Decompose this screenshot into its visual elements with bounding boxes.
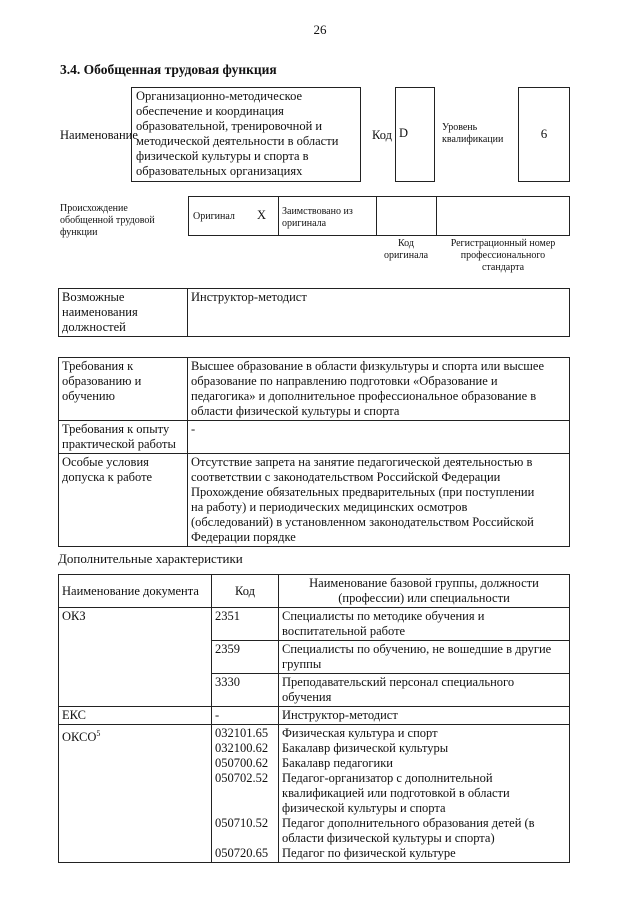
okso-doc: ОКСО$^5$ [59,725,212,863]
okz-name: Специалисты по методике обучения и воспитательной работе [279,608,570,641]
col-doc-header: Наименование документа [59,575,212,608]
page-number: 26 [313,22,327,37]
education-value: Высшее образование в области физкультуры и спорта или высшее образование по направлению подготовки «Образование и педагогика» и дополнительное профессиональное образование в области физической культуры и спорта [188,358,570,421]
okso-codes: 032101.65 032100.62 050700.62 050702.52 050710.52 050720.65 [212,725,279,863]
eks-name: Инструктор-методист [279,707,570,725]
eks-doc: ЕКС [59,707,212,725]
okz-code: 2359 [212,641,279,674]
additional-table [58,574,570,863]
okz-name: Преподавательский персонал специального обучения [279,674,570,707]
okz-code: 2351 [212,608,279,641]
eks-code: - [212,707,279,725]
origin-table [188,196,570,236]
code-caption: Код оригинала [383,238,429,261]
admission-value: Отсутствие запрета на занятие педагогической деятельностью в соответствии с законодательством Российской Федерации Прохождение обязательных предварительных (при поступлении на работу) и периодических медицинских осмотров (обследований) в установленном законодательством Российской Федерации порядке [188,454,570,547]
positions-value: Инструктор-методист [188,289,570,337]
original-label: Оригинал [193,211,235,222]
requirements-table [58,357,570,547]
reg-caption: Регистрационный номер профессионального стандарта [450,238,556,273]
code-label: Код [372,128,392,142]
name-label: Наименование [60,128,138,142]
okz-name: Специалисты по обучению, не вошедшие в другие группы [279,641,570,674]
level-label: Уровень квалификации [442,122,504,145]
col-name-header: Наименование базовой группы, должности (профессии) или специальности [279,575,570,608]
experience-value: - [188,421,570,454]
borrowed-label: Заимствовано из оригинала [282,206,353,229]
code-value: D [395,87,435,182]
okso-footnote: 5 [96,729,101,738]
col-code-header: Код [212,575,279,608]
okso-names: Физическая культура и спорт Бакалавр физической культуры Бакалавр педагогики Педагог-организатор с дополнительной квалификацией или подготовкой в области физической культуры и спорта Педагог дополнительного образования детей (в области физической культуры и спорта) Педагог по физической культуре [279,725,570,863]
additional-title: Дополнительные характеристики [58,551,243,566]
positions-table [58,288,570,337]
admission-label: Особые условия допуска к работе [59,454,188,547]
education-label: Требования к образованию и обучению [59,358,188,421]
experience-label: Требования к опыту практической работы [59,421,188,454]
level-value: 6 [518,87,570,182]
positions-label: Возможные наименования должностей [59,289,188,337]
section-title: 3.4. Обобщенная трудовая функция [60,62,277,77]
okz-doc: ОКЗ [59,608,212,707]
okz-code: 3330 [212,674,279,707]
origin-label: Происхождение обобщенной трудовой функции [60,203,155,238]
original-mark: X [257,208,267,222]
name-value: Организационно-методическое обеспечение и координация образовательной, тренировочной и методической деятельности в области физической культуры и спорта в образовательных организациях [131,87,361,182]
